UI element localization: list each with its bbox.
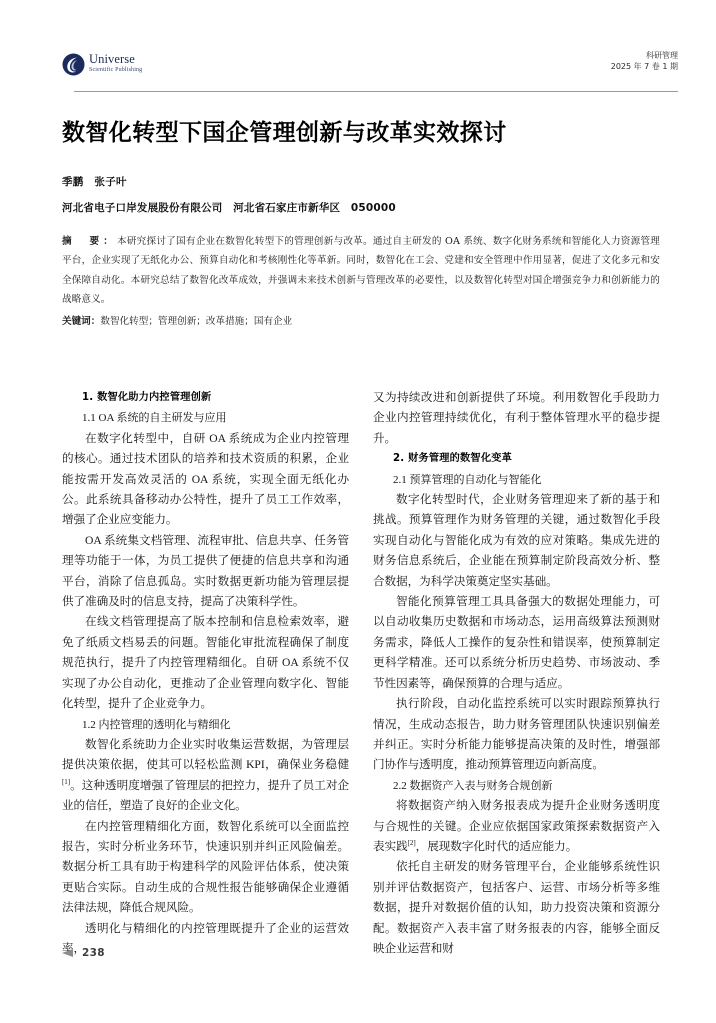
masthead: [62, 52, 678, 92]
section-heading-2: 2. 财务管理的数智化变革: [393, 453, 512, 465]
abstract-paragraph: [62, 232, 660, 310]
paragraph: 在数字化转型中，自研 OA 系统成为企业内控管理的核心。通过技术团队的培养和技术资质的积累，企业能按需开发高效灵活的 OA 系统，实现全面无纸化办公。此系统具备移动办公特性，提升了员工工作效率，增强了企业应变能力。: [62, 431, 349, 527]
masthead-divider: [74, 91, 678, 92]
paragraph: 透明化与精细化的内控管理既提升了企业的运营效率，: [62, 921, 349, 955]
subsection-heading-1-1: 1.1 OA 系统的自主研发与应用: [82, 412, 227, 425]
document-page: [0, 52, 716, 1023]
abstract-text: 本研究探讨了国有企业在数智化转型下的管理创新与改革。通过自主研发的 OA 系统、数字化财务系统和智能化人力资源管理平台，企业实现了无纸化办公、预算自动化和考核刚性化等革新。同时，数智化在工会、党建和安全管理中作用显著，促进了文化多元和安全保障自动化。本研究总结了数智化改革成效，并强调未来技术创新与管理改革的必要性，以及数智化转型对国企增强竞争力和创新能力的战略意义。: [62, 236, 660, 306]
citation-marker: [1]: [62, 777, 71, 786]
paragraph-text: 。这种透明度增强了管理层的把控力，提升了员工对企业的信任，塑造了良好的企业文化。: [62, 778, 349, 813]
subsection-heading-2-1: 2.1 预算管理的自动化与智能化: [393, 473, 542, 486]
abstract-label: 摘 要：: [62, 236, 117, 247]
paragraph: 又为持续改进和创新提供了环境。利用数智化手段助力企业内控管理持续优化，有利于整体管理水平的稳步提升。: [373, 391, 660, 445]
paragraph: 执行阶段，自动化监控系统可以实时跟踪预算执行情况，生成动态报告，助力财务管理团队快速识别偏差并纠正。实时分析能力能够提高决策的及时性，增强部门协作与透明度，推动预算管理迈向新高度。: [373, 697, 660, 772]
citation-marker: [2]: [407, 839, 416, 848]
right-column: [373, 388, 660, 955]
paragraph: 数字化转型时代，企业财务管理迎来了新的基于和挑战。预算管理作为财务管理的关键，通过数智化手段实现自动化与智能化成为有效的应对策略。集成先进的财务信息系统后，企业能在预算制定阶段高效分析、整合数据，为科学决策奠定坚实基础。: [373, 493, 660, 588]
page-number: 238: [82, 947, 105, 959]
page-title: 数智化转型下国企管理创新与改革实效探讨: [62, 120, 507, 146]
paragraph-text: 数智化系统助力企业实时收集运营数据，为管理层提供决策依据，使其可以轻松监测 KPI，确保业务稳健: [62, 737, 349, 772]
paragraph: 在线文档管理提高了版本控制和信息检索效率，避免了纸质文档易丢的问题。智能化审批流程确保了制度规范执行，提升了内控管理精细化。自研 OA 系统不仅实现了办公自动化，更推动了企业管理向数字化、智能化转型，提升了企业竞争力。: [62, 615, 349, 711]
page-footer: [62, 947, 105, 959]
paragraph-text: ，展现数字化时代的适应能力。: [415, 839, 578, 853]
publisher-tagline: Scientific Publishing: [89, 67, 143, 73]
keywords-text: 数智化转型；管理创新；改革措施；国有企业: [100, 315, 293, 327]
publisher-name: Universe: [89, 52, 135, 66]
keywords-label: 关键词：: [62, 315, 101, 327]
subsection-heading-1-2: 1.2 内控管理的透明化与精细化: [82, 718, 231, 731]
keywords-line: [62, 312, 660, 331]
left-triangle-icon: [62, 949, 73, 957]
paragraph: 智能化预算管理工具具备强大的数据处理能力，可以自动收集历史数据和市场动态，运用高级算法预测财务需求，降低人工操作的复杂性和错误率，使预算制定更科学精准。还可以系统分析历史趋势、市场波动、季节性因素等，确保预算的合理与适应。: [373, 595, 660, 690]
journal-info: [611, 50, 678, 72]
paragraph: [373, 796, 660, 857]
abstract-block: [62, 232, 660, 331]
publisher-wordmark: [89, 52, 142, 74]
journal-issue: 2025 年 7 卷 1 期: [610, 62, 678, 71]
publisher-logo: [62, 52, 142, 76]
paragraph: [62, 735, 349, 817]
universe-globe-icon: [62, 53, 85, 76]
paragraph-text: 将数据资产纳入财务报表成为提升企业财务透明度与合规性的关键。企业应依据国家政策探索数据资产入表实践: [373, 799, 660, 853]
author-list: 季鹏 张子叶: [62, 176, 127, 188]
affiliation-line: 河北省电子口岸发展股份有限公司 河北省石家庄市新华区 050000: [62, 202, 396, 214]
paragraph: 在内控管理精细化方面，数智化系统可以全面监控报告，实时分析业务环节，快速识别并纠正风险偏差。数据分析工具有助于构建科学的风险评估体系，使决策更贴合实际。自动生成的合规性报告能够确保企业遵循法律法规，降低合规风险。: [62, 819, 349, 915]
subsection-heading-2-2: 2.2 数据资产入表与财务合规创新: [393, 779, 553, 792]
paragraph: 依托自主研发的财务管理平台，企业能够系统性识别并评估数据资产，包括客户、运营、市场分析等多维数据，提升对数据价值的认知，助力投资决策和资源分配。数据资产入表丰富了财务报表的内容，能够全面反映企业运营和财: [373, 860, 660, 955]
journal-name: 科研管理: [646, 51, 678, 60]
section-heading-1: 1. 数智化助力内控管理创新: [82, 392, 212, 403]
paragraph: OA 系统集文档管理、流程审批、信息共享、任务管理等功能于一体，为员工提供了便捷的信息共享和沟通平台，消除了信息孤岛。实时数据更新功能为管理层提供了准确及时的信息支持，提高了决策科学性。: [62, 533, 349, 609]
